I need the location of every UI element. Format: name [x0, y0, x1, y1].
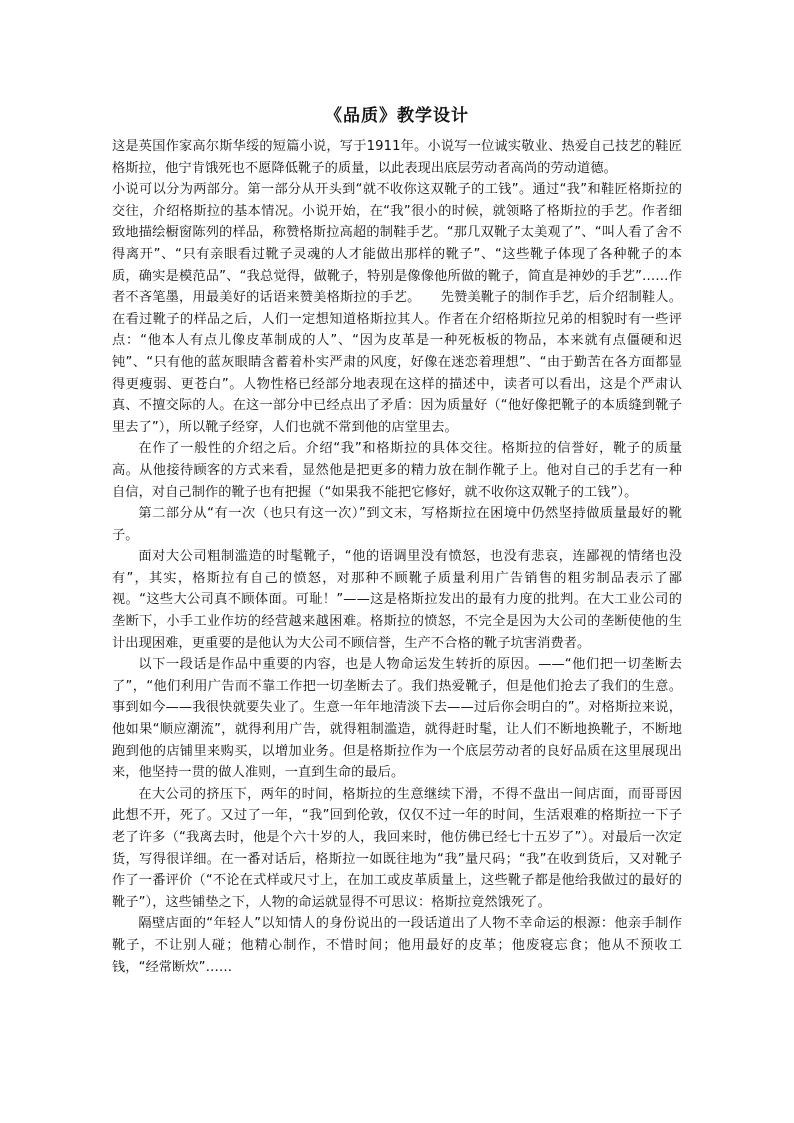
paragraph-decline: 在大公司的挤压下，两年的时间，格斯拉的生意继续下滑，不得不盘出一间店面，而哥哥因此想不开，死了。又过了一年，“我”回到伦敦，仅仅不过一年的时间，生活艰难的格斯拉一下子老了许多（“我离去时，他是个六十岁的人，我回来时，他仿佛已经七十五岁了”）。对最后一次定货，写得很详细。在一番对话后，格斯拉一如既往地为“我”量尺码；“我”在收到货后，又对靴子作了一番评价（“不论在式样或尺寸上，在加工或皮革质量上，这些靴子都是他给我做过的最好的靴子”），这些铺垫之下，人物的命运就显得不可思议：格斯拉竟然饿死了。 — [112, 786, 682, 910]
paragraph-part-one: 小说可以分为两部分。第一部分从开头到“就不收你这双靴子的工钱”。通过“我”和鞋匠格斯拉的交往，介绍格斯拉的基本情况。小说开始，在“我”很小的时候，就领略了格斯拉的手艺。作者细致地描绘橱窗陈列的样品，称赞格斯拉高超的制鞋手艺。“那几双靴子太美观了”、“叫人看了舍不得离开”、“只有亲眼看过靴子灵魂的人才能做出那样的靴子”、“这些靴子体现了各种靴子的本质，确实是模范品”、“我总觉得，做靴子，特别是像像他所做的靴子，简直是神妙的手艺”……作者不吝笔墨，用最美好的话语来赞美格斯拉的手艺。 先赞美靴子的制作手艺，后介绍制鞋人。在看过靴子的样品之后，人们一定想知道格斯拉其人。作者在介绍格斯拉兄弟的相貌时有一些评点：“他本人有点儿像皮革制成的人”、“因为皮革是一种死板板的物品，本来就有点僵硬和迟钝”、“只有他的蓝灰眼睛含蓄着朴实严肃的风度，好像在迷恋着理想”、“由于勤苦在各方面都显得更瘦弱、更苍白”。人物性格已经部分地表现在这样的描述中，读者可以看出，这是个严肃认真、不擅交际的人。在这一部分中已经点出了矛盾：因为质量好（“他好像把靴子的本质缝到靴子里去了”），所以靴子经穿，人们也就不常到他的店堂里去。 — [112, 182, 682, 435]
paragraph-part-two: 第二部分从“有一次（也只有这一次）”到文末，写格斯拉在困境中仍然坚持做质量最好的靴子。 — [112, 506, 682, 543]
paragraph-turning-point: 以下一段话是作品中重要的内容，也是人物命运发生转折的原因。——“他们把一切垄断去了”，“他们利用广告而不靠工作把一切垄断去了。我们热爱靴子，但是他们抢去了我们的生意。事到如今——我很快就要失业了。生意一年年地清淡下去——过后你会明白的”。对格斯拉来说，他如果“顺应潮流”，就得利用广告，就得粗制滥造，就得赶时髦，让人们不断地换靴子，不断地跑到他的店铺里来购买，以增加业务。但是格斯拉作为一个底层劳动者的良好品质在这里展现出来，他坚持一贯的做人准则，一直到生命的最后。 — [112, 657, 682, 781]
paragraph-root-cause: 隔壁店面的“年轻人”以知情人的身份说出的一段话道出了人物不幸命运的根源：他亲手制作靴子，不让别人碰；他精心制作，不惜时间；他用最好的皮革；他废寝忘食；他从不预收工钱，“经常断炊”…… — [112, 916, 682, 975]
document-page — [112, 100, 682, 978]
paragraph-interaction: 在作了一般性的介绍之后。介绍“我”和格斯拉的具体交往。格斯拉的信誉好，靴子的质量高。从他接待顾客的方式来看，显然他是把更多的精力放在制作靴子上。他对自己的手艺有一种自信，对自己制作的靴子也有把握（“如果我不能把它修好，就不收你这双靴子的工钱”）。 — [112, 441, 682, 500]
paragraph-intro: 这是英国作家高尔斯华绥的短篇小说，写于1911年。小说写一位诚实敬业、热爱自己技艺的鞋匠格斯拉，他宁肯饿死也不愿降低靴子的质量，以此表现出底层劳动者高尚的劳动道德。 — [112, 139, 682, 176]
document-title: 《品质》教学设计 — [325, 106, 469, 126]
paragraph-big-companies: 面对大公司粗制滥造的时髦靴子，“他的语调里没有愤怒，也没有悲哀，连鄙视的情绪也没有”，其实，格斯拉有自己的愤怒，对那种不顾靴子质量利用广告销售的粗劣制品表示了鄙视。“这些大公司真不顾体面。可耻！”——这是格斯拉发出的最有力度的批判。在大工业公司的垄断下，小手工业作坊的经营越来越困难。格斯拉的愤怒，不完全是因为大公司的垄断使他的生计出现困难，更重要的是他认为大公司不顾信誉，生产不合格的靴子坑害消费者。 — [112, 549, 682, 651]
